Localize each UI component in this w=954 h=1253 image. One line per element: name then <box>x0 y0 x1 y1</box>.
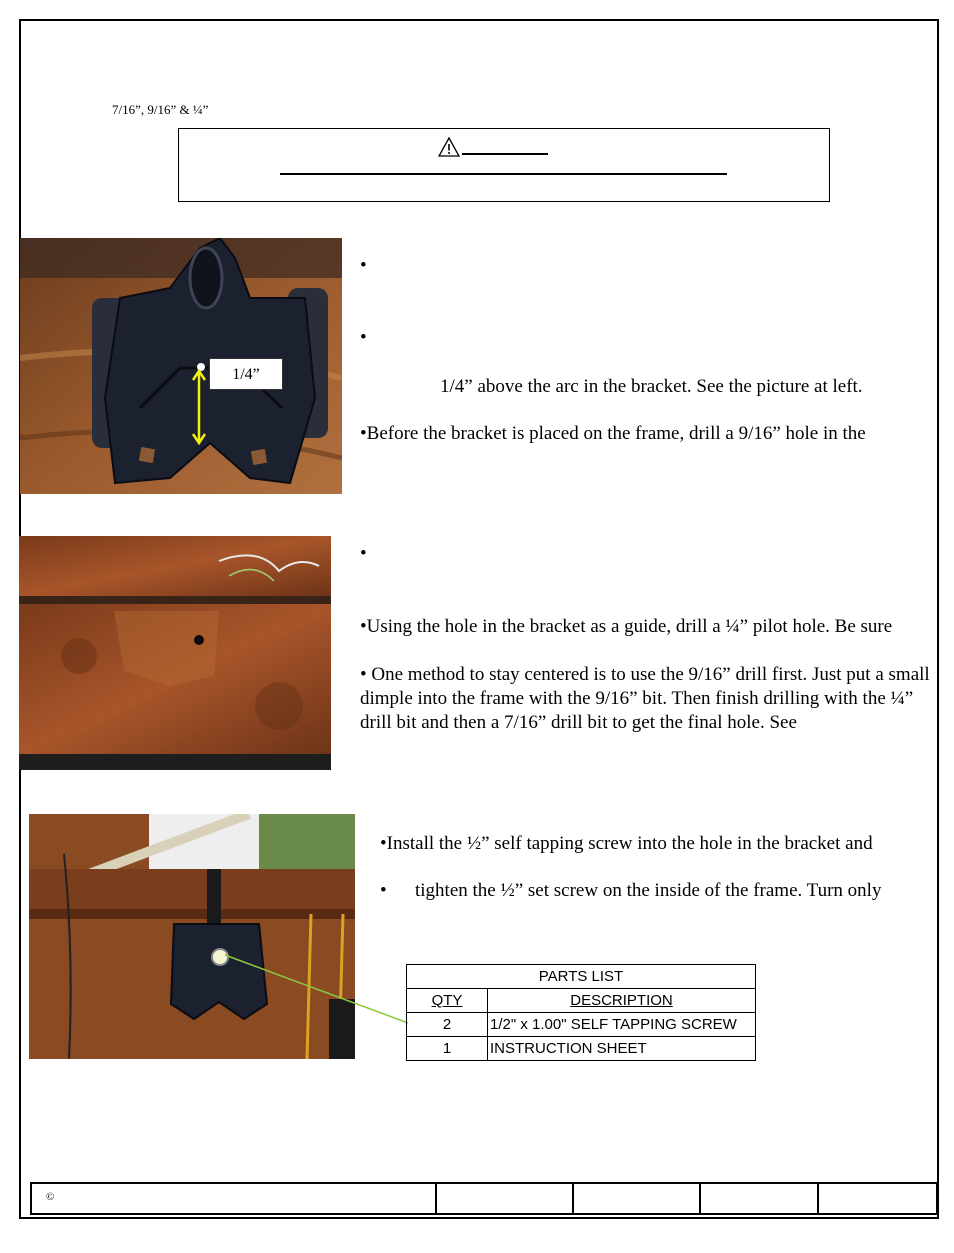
parts-list-title: PARTS LIST <box>407 965 756 989</box>
description-cell: INSTRUCTION SHEET <box>488 1037 756 1061</box>
bracket-photo <box>20 238 342 494</box>
copyright-cell: © <box>32 1184 437 1213</box>
warning-box <box>178 128 830 202</box>
table-row <box>407 1037 756 1061</box>
description-cell: 1/2" x 1.00" SELF TAPPING SCREW <box>488 1013 756 1037</box>
warning-title-underline <box>462 153 548 155</box>
qty-cell: 1 <box>407 1037 488 1061</box>
footer-cell <box>819 1184 936 1213</box>
footer-cell <box>701 1184 819 1213</box>
installed-bracket-photo <box>29 814 355 1059</box>
bullet-1: • <box>360 255 367 276</box>
bullet-tighten-mark: • <box>380 880 387 901</box>
table-row <box>407 1013 756 1037</box>
footer-cell <box>437 1184 574 1213</box>
description-header: DESCRIPTION <box>488 989 756 1013</box>
tools-required: 7/16”, 9/16” & ¼” <box>112 102 209 117</box>
qty-header: QTY <box>407 989 488 1013</box>
bullet-install-screw: •Install the ½” self tapping screw into the hole in the bracket and <box>380 833 873 854</box>
bullet-2-continued: 1/4” above the arc in the bracket. See the picture at left. <box>440 376 863 397</box>
warning-triangle-icon <box>438 136 460 158</box>
footer-title-block <box>30 1182 938 1215</box>
qty-cell: 2 <box>407 1013 488 1037</box>
bullet-2: • <box>360 327 367 348</box>
dimension-callout: 1/4” <box>209 358 283 390</box>
bullet-centered-method: • One method to stay centered is to use the 9/16” drill first. Just put a small dimple into the frame with the 9/16” bit. Then finish drilling with the ¼” drill bit and then a 7/16” drill bit to get the final hole. See <box>360 664 930 733</box>
bullet-pilot-hole: •Using the hole in the bracket as a guide, drill a ¼” pilot hole. Be sure <box>360 616 893 637</box>
bullet-tighten-set-screw: tighten the ½” set screw on the inside of the frame. Turn only <box>415 880 882 901</box>
footer-cell <box>574 1184 701 1213</box>
parts-list-table <box>406 964 756 1061</box>
bullet-drill-bracket: •Before the bracket is placed on the frame, drill a 9/16” hole in the <box>360 423 866 444</box>
frame-hole-photo <box>19 536 331 770</box>
bullet-3: • <box>360 543 367 564</box>
warning-text-underline <box>280 173 727 175</box>
